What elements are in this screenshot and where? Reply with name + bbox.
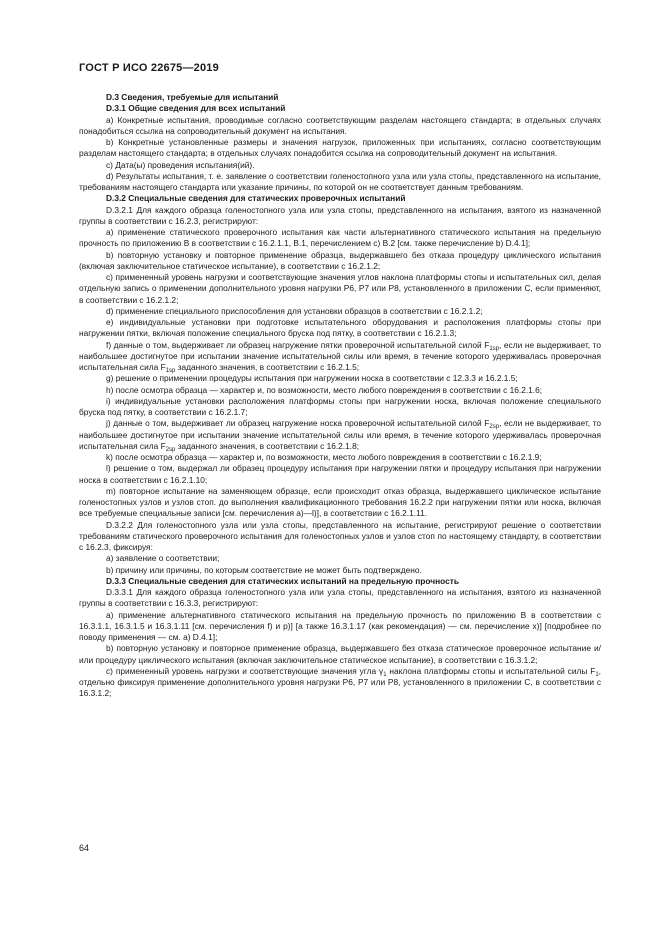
list-item-d32-f [79,340,601,374]
list-item-d32-a: a) применение статического проверочного испытания как части альтернативного статического испытания на предельную прочность по приложению В в соответствии с 16.2.1.1, В.1, перечислением с) В.2 [см. также перечисление b) D.4.1]; [79,227,601,249]
list-item-d31-b: b) Конкретные установленные размеры и значения нагрузок, приложенных при испытаниях, согласно соответствующим разделам настоящего стандарта; в отдельных случаях понадобится ссылка на сопроводительный документ на испытания. [79,137,601,159]
list-item-d33-c [79,666,601,700]
list-item-d322-a: a) заявление о соответствии; [106,553,220,564]
list-item-d31-d: d) Результаты испытания, т. е. заявление о соответствии голеностопного узла или узла стопы, представленного на испытание, требованиям настоящего стандарта или указание причины, по которой он не соответствует данным требованиям. [79,170,601,192]
subscript: 1 [595,671,599,678]
section-heading-d31: D.3.1 Общие сведения для всех испытаний [106,103,286,114]
list-item-d31-a: a) Конкретные испытания, проводимые согласно соответствующим разделам настоящего стандарта; в отдельных случаях понадобиться ссылка на сопроводительный документ на испытания. [79,114,601,136]
text-run: заданного значения, в соответствии с 16.2.1.8; [175,440,360,451]
section-heading-d32: D.3.2 Специальные сведения для статических проверочных испытаний [106,193,406,204]
list-item-d32-d: d) применение специального приспособления для установки образцов в соответствии с 16.2.1.2; [106,305,483,316]
list-item-d33-a: a) применение альтернативного статического испытания на предельную прочность по приложению В в соответствии с 16.3.1.1, 16.3.1.5 и 16.3.1.11 [см. перечисления f) и p)] [а также 16.3.1.17 (как рекомендация) — см. перечисление x)] [подробнее по поводу применения — см. а) D.4.1]; [79,609,601,642]
subscript: 2sp [489,424,500,431]
text-run: f) данные о том, выдерживает ли образец нагружение пятки проверочной испытательной силой F [106,339,490,350]
list-item-d32-c: c) примененный уровень нагрузки и соответствующие значения углов наклона платформы стопы и испытательных сил, делая отдельную запись о применении дополнительного уровня нагрузки Р6, Р7 или Р8, установленного в приложении С, если применяют, в соответствии с 16.2.1.2; [79,272,601,305]
list-item-d33-b: b) повторную установку и повторное применение образца, выдержавшего без отказа статическое проверочное испытание и/или процедуру циклического испытания (включая заключительное статическое испытание), в соответствии с 16.3.1.2; [79,643,601,665]
list-item-d32-e: e) индивидуальные установки при подготовке испытательного оборудования и расположения платформы стопы при нагружении пятки, включая положение специального бруска под пятку, в соответствии с 16.2.1.3; [79,317,601,339]
section-heading-d33: D.3.3 Специальные сведения для статических испытаний на предельную прочность [106,575,459,586]
section-heading-d3: D.3 Сведения, требуемые для испытаний [106,92,279,102]
subscript: 1sp [165,368,176,374]
paragraph-d322: D.3.2.2 Для голеностопного узла или узла стопы, представленного на испытание, регистрируют решение о соответствии требованиям статического проверочного испытания для голеностопных узлов и узлов стоп по настоящему стандарту, в соответствии с 16.2.3, фиксируя: [79,519,601,552]
list-item-d32-i: i) индивидуальные установки расположения платформы стопы при нагружении носка, включая положение специального бруска под пятку, в соответствии с 16.2.1.7; [79,395,601,417]
text-run: наклона платформы стопы и испытательной силы F [386,665,596,676]
subscript: 1sp [489,345,499,352]
list-item-d32-l: l) решение о том, выдержал ли образец процедуру испытания при нагружении пятки и процедуру испытания при нагружении носка в соответствии с 16.2.1.10; [79,463,601,485]
list-item-d32-m: m) повторное испытание на заменяющем образце, если происходит отказ образца, выдержавшего циклическое испытание голеностопных узлов и узлов стоп. до выполнения квалификационного требования 16.2.2 при нагружении пятки или носка, включая все требуемые специальные записи [см. перечисления a)—l)], в соответствии с 16.2.1.11. [79,485,601,519]
text-run: j) данные о том, выдерживает ли образец нагружение носка проверочной испытательной силой F [106,418,490,429]
text-run: , отдельно фиксируя применение дополнительного уровня нагрузки Р6, Р7 или Р8, установленного в приложении С, в соответствии с 16.3.1.2; [79,665,601,699]
paragraph-d331: D.3.3.1 Для каждого образца голеностопного узла или узла стопы, представленного на испытания, взятого из назначенной группы в соответствии с 16.3.3, регистрируют: [79,587,601,609]
list-item-d32-g: g) решение о применении процедуры испытания при нагружении носка в соответствии с 12.3.3 и 16.2.1.5; [106,373,518,384]
subscript: 2sp [165,446,176,453]
subscript: 1 [383,671,387,678]
list-item-d32-k: k) после осмотра образца — характер и, по возможности, место любого повреждения в соответствии с 16.2.1.9; [106,452,542,462]
text-run: c) примененный уровень нагрузки и соответствующие значения угла γ [106,665,384,676]
list-item-d322-b: b) причину или причины, по которым соответствие не может быть подтверждено. [106,564,422,575]
document-body [79,92,601,700]
page-number: 64 [79,843,90,853]
text-run: , если не выдерживает, то наибольшее достигнутое при испытании значение испытательной силы или время, в течение которого удерживалась проверочная испытательная сила F [79,339,601,372]
paragraph-d321: D.3.2.1 Для каждого образца голеностопного узла или узла стопы, представленного на испытания, взятого из назначенной группы в соответствии с 16.2.3, регистрируют: [79,204,601,226]
text-run: заданного значения, в соответствии с 16.2.1.5; [175,362,360,372]
list-item-d31-c: c) Дата(ы) проведения испытания(ий). [106,159,255,170]
list-item-d32-h: h) после осмотра образца — характер и, по возможности, место любого повреждения в соответствии с 16.2.1.6; [106,384,543,395]
list-item-d32-j [79,418,601,452]
list-item-d32-b: b) повторную установку и повторное применение образца, выдержавшего без отказа процедуру циклического испытания (включая заключительное статическое испытание), в соответствии с 16.2.1.2; [79,249,601,271]
document-header: ГОСТ Р ИСО 22675—2019 [79,62,219,74]
text-run: , если не выдерживает, то наибольшее достигнутое при испытании значение испытательной силы или время, в течение которого удерживалась проверочная испытательная сила F [79,418,601,451]
